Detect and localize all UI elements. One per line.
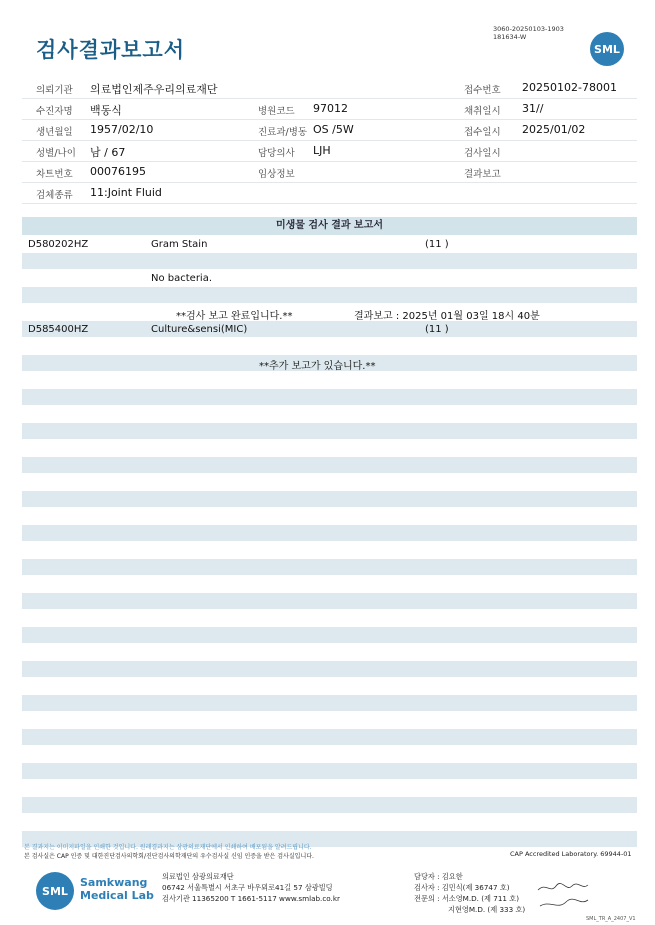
test-result: No bacteria. — [151, 273, 213, 284]
page-title: 검사결과보고서 — [36, 38, 186, 62]
value: 2025/01/02 — [522, 123, 586, 136]
notice-line: 본 검사실은 CAP 인증 및 대한진단검사의학회/진단검사의학재단의 우수검사실 신임 인증을 받은 검사실입니다. — [24, 853, 314, 860]
info-row — [22, 141, 637, 162]
staff-info — [414, 871, 525, 915]
stripe-row — [22, 491, 637, 507]
label: 채취일시 — [464, 106, 501, 117]
brand-name — [80, 876, 154, 902]
stripe-row — [22, 287, 637, 303]
label: 담당의사 — [258, 148, 295, 159]
stripe-row — [22, 423, 637, 439]
stripe-row — [22, 797, 637, 813]
notice-line: 본 결과지는 이미지파일을 인쇄한 것입니다. 원래결과지는 삼광의료재단에서 인쇄하여 배포됨을 알려드립니다. — [24, 844, 312, 851]
org-address: 06742 서울특별시 서초구 바우뫼로41길 57 삼광빌딩 — [162, 883, 333, 892]
report-code-line1: 3060-20250103-1903 — [493, 25, 564, 33]
stripe-row — [22, 389, 637, 405]
label: 접수일시 — [464, 127, 501, 138]
sml-logo: SML — [590, 32, 624, 66]
label: 임상정보 — [258, 169, 295, 180]
value: 남 / 67 — [90, 146, 126, 159]
label: 결과보고 — [464, 169, 501, 180]
org-info — [162, 871, 340, 904]
stripe-row — [22, 457, 637, 473]
form-code: SML_TR_A_2407_V1 — [586, 916, 636, 922]
label: 의뢰기관 — [36, 85, 73, 96]
value: 31// — [522, 102, 544, 115]
stripe-row — [22, 627, 637, 643]
report-code — [493, 25, 564, 41]
info-row — [22, 78, 637, 99]
staff-line: 검사자 : 김민식(제 36747 호) — [414, 883, 510, 892]
report-code-line2: 181634-W — [493, 33, 527, 41]
section-title: 미생물 검사 결과 보고서 — [22, 217, 637, 235]
signature — [536, 880, 592, 912]
specimen-code: (11 ) — [425, 239, 449, 250]
stripe-row — [22, 661, 637, 677]
value: LJH — [313, 144, 331, 157]
staff-line: 지현영M.D. (제 333 호) — [448, 905, 526, 914]
stripe-row — [22, 695, 637, 711]
label: 수진자명 — [36, 106, 73, 117]
info-row — [22, 162, 637, 183]
brand-line2: Medical Lab — [80, 889, 154, 902]
stripe-row — [22, 559, 637, 575]
test-name: Gram Stain — [151, 239, 208, 250]
value: OS /5W — [313, 123, 354, 136]
test-code: D580202HZ — [28, 239, 89, 250]
label: 검사일시 — [464, 148, 501, 159]
brand-line1: Samkwang — [80, 876, 148, 889]
value: 1957/02/10 — [90, 123, 154, 136]
report-time: 결과보고 : 2025년 01월 03일 18시 40분 — [354, 311, 540, 322]
org-name: 의료법인 삼광의료재단 — [162, 872, 234, 881]
value: 20250102-78001 — [522, 81, 617, 94]
stripe-row — [22, 253, 637, 269]
value: 의료법인제주우리의료재단 — [90, 83, 218, 96]
stripe-row — [22, 321, 637, 337]
cap-accreditation: CAP Accredited Laboratory. 69944-01 — [510, 850, 632, 858]
label: 차트번호 — [36, 169, 73, 180]
info-row — [22, 183, 637, 204]
value: 97012 — [313, 102, 348, 115]
stripe-row — [22, 525, 637, 541]
info-row — [22, 99, 637, 120]
test-code: D585400HZ — [28, 324, 89, 335]
complete-message: **검사 보고 완료입니다.** — [176, 311, 293, 322]
value: 백동식 — [90, 104, 122, 117]
label: 병원코드 — [258, 106, 295, 117]
stripe-row — [22, 729, 637, 745]
info-row — [22, 120, 637, 141]
additional-report-message: **추가 보고가 있습니다.** — [259, 361, 376, 372]
staff-line: 담당자 : 김요한 — [414, 872, 463, 881]
label: 진료과/병동 — [258, 127, 308, 138]
label: 접수번호 — [464, 85, 501, 96]
test-name: Culture&sensi(MIC) — [151, 324, 248, 335]
label: 검체종류 — [36, 190, 73, 201]
value: 11:Joint Fluid — [90, 186, 162, 199]
staff-line: 전문의 : 서소영M.D. (제 711 호) — [414, 894, 520, 903]
value: 00076195 — [90, 165, 146, 178]
label: 생년월일 — [36, 127, 73, 138]
org-contact: 검사기관 11365200 T 1661-5117 www.smlab.co.kr — [162, 894, 340, 903]
sml-footer-logo: SML — [36, 872, 74, 910]
stripe-row — [22, 763, 637, 779]
label: 성별/나이 — [36, 148, 76, 159]
stripe-row — [22, 593, 637, 609]
specimen-code: (11 ) — [425, 324, 449, 335]
